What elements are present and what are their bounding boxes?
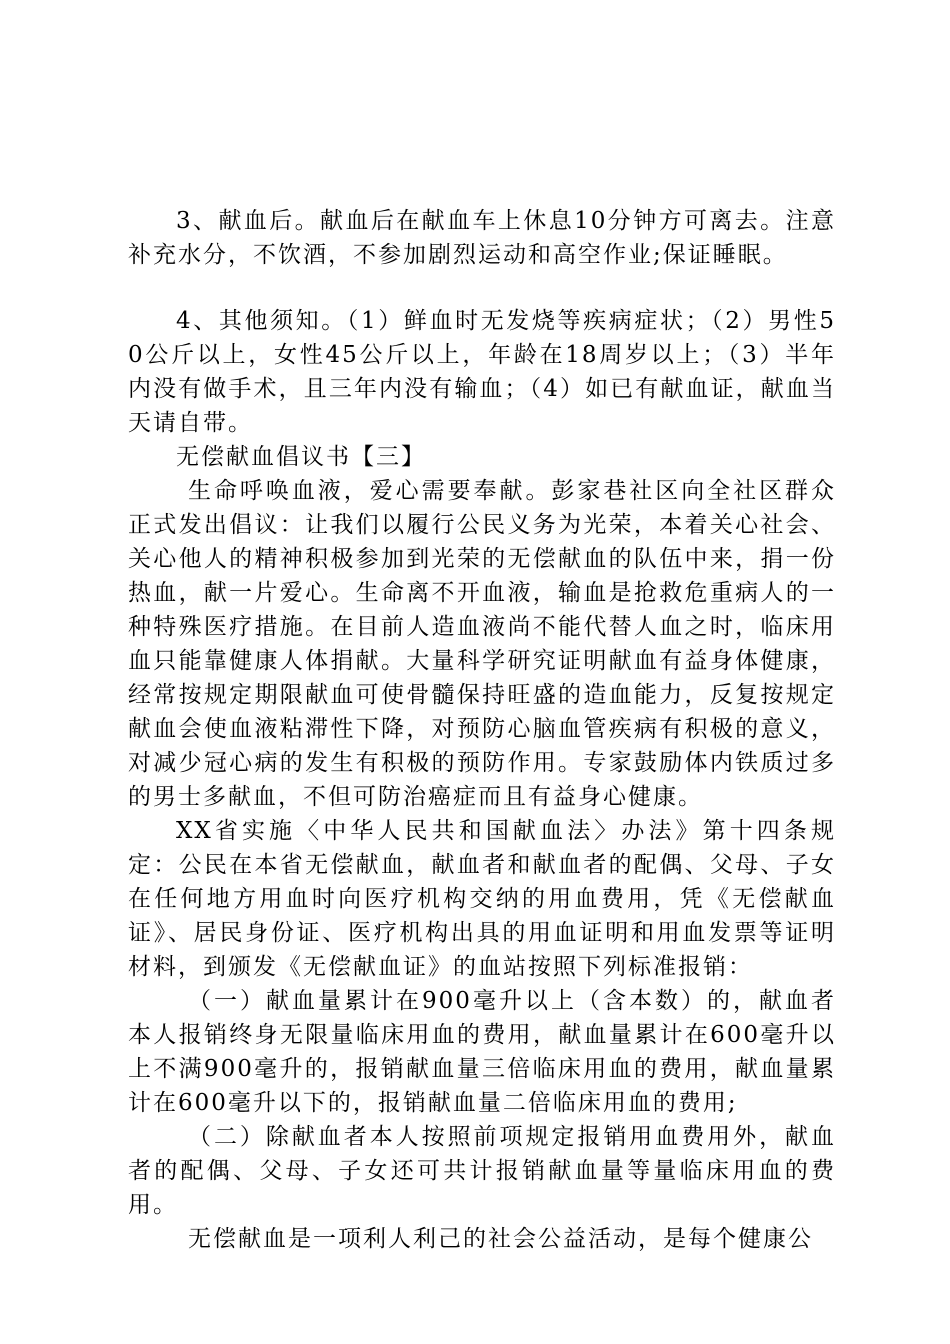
- paragraph-regulation: XX省实施〈中华人民共和国献血法〉办法》第十四条规定：公民在本省无偿献血，献血者和献血者的配偶、父母、子女在任何地方用血时向医疗机构交纳的用血费用，凭《无偿献血证》、居民身份证、医疗机构出具的用血证明和用血发票等证明材料，到颁发《无偿献血证》的血站按照下列标准报销：: [128, 818, 836, 980]
- paragraph-item-one: （一）献血量累计在900毫升以上（含本数）的，献血者本人报销终身无限量临床用血的费用，献血量累计在600毫升以上不满900毫升的，报销献血量三倍临床用血的费用，献血量累计在600毫升以下的，报销献血量二倍临床用血的费用;: [128, 988, 836, 1116]
- paragraph-after-donation: 3、献血后。献血后在献血车上休息10分钟方可离去。注意补充水分，不饮酒，不参加剧烈运动和高空作业;保证睡眠。: [128, 208, 836, 268]
- paragraph-closing: 无偿献血是一项利人利己的社会公益活动，是每个健康公: [188, 1226, 813, 1252]
- paragraph-other-notes: 4、其他须知。（1）鲜血时无发烧等疾病症状；（2）男性50公斤以上，女性45公斤以上，年龄在18周岁以上；（3）半年内没有做手术，且三年内没有输血；（4）如已有献血证，献血当天请自带。: [128, 308, 836, 436]
- document-body: [128, 204, 836, 1256]
- section-heading: 无偿献血倡议书【三】: [176, 444, 426, 470]
- paragraph-item-two: （二）除献血者本人按照前项规定报销用血费用外，献血者的配偶、父母、子女还可共计报销献血量等量临床用血的费用。: [128, 1124, 836, 1218]
- paragraph-proposal: 生命呼唤血液，爱心需要奉献。彭家巷社区向全社区群众正式发出倡议：让我们以履行公民义务为光荣，本着关心社会、关心他人的精神积极参加到光荣的无偿献血的队伍中来，捐一份热血，献一片爱心。生命离不开血液，输血是抢救危重病人的一种特殊医疗措施。在目前人造血液尚不能代替人血之时，临床用血只能靠健康人体捐献。大量科学研究证明献血有益身体健康，经常按规定期限献血可使骨髓保持旺盛的造血能力，反复按规定献血会使血液粘滞性下降，对预防心脑血管疾病有积极的意义，对减少冠心病的发生有积极的预防作用。专家鼓励体内铁质过多的男士多献血，不但可防治癌症而且有益身心健康。: [128, 478, 836, 810]
